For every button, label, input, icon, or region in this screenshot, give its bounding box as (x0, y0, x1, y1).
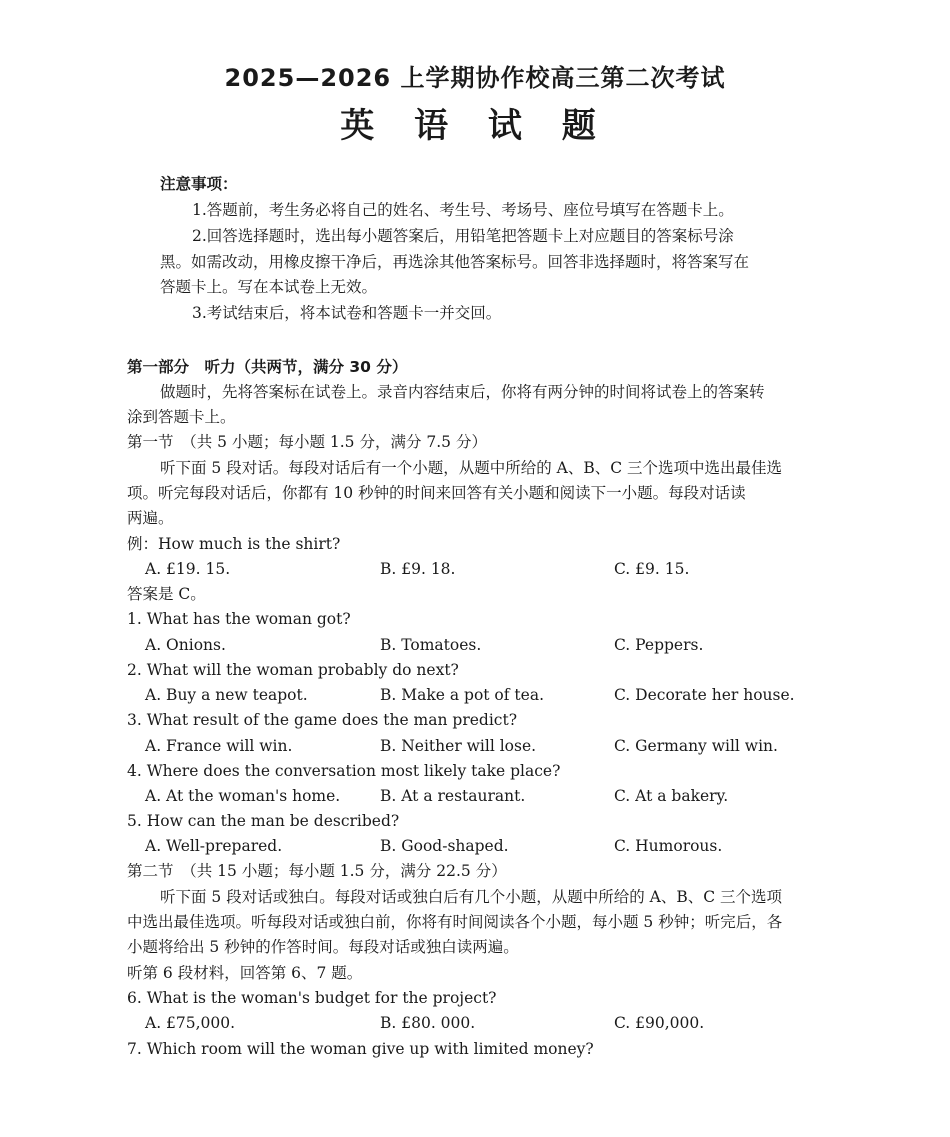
section1-intro-line: 两遍。 (127, 509, 174, 527)
option-b: B. Good-shaped. (380, 837, 509, 855)
option-a: A. Onions. (145, 636, 226, 654)
option-b: B. £80. 000. (380, 1014, 476, 1032)
option-c: C. Humorous. (614, 837, 723, 855)
option-b: B. Neither will lose. (380, 737, 537, 755)
question-text: 4. Where does the conversation most likely take place? (127, 762, 561, 780)
example-answer: 答案是 C。 (127, 585, 206, 603)
section1-heading: 第一节 （共 5 小题；每小题 1.5 分，满分 7.5 分） (127, 433, 487, 451)
part1-intro-line: 做题时，先将答案标在试卷上。录音内容结束后，你将有两分钟的时间将试卷上的答案转 (160, 383, 765, 401)
part1-intro-line: 涂到答题卡上。 (127, 408, 236, 426)
question-text: 7. Which room will the woman give up with limited money? (127, 1040, 594, 1058)
notice-heading: 注意事项： (160, 175, 238, 193)
example-option-a: A. £19. 15. (145, 560, 231, 578)
option-c: C. £90,000. (614, 1014, 705, 1032)
subject-title: 英 语 试 题 (340, 106, 610, 146)
notice-line: 3.考试结束后，将本试卷和答题卡一并交回。 (192, 304, 502, 322)
notice-line: 2.回答选择题时，选出每小题答案后，用铅笔把答题卡上对应题目的答案标号涂 (192, 227, 734, 245)
notice-line: 1.答题前，考生务必将自己的姓名、考生号、考场号、座位号填写在答题卡上。 (192, 201, 734, 219)
example-question: 例：How much is the shirt? (127, 535, 341, 553)
option-c: C. Peppers. (614, 636, 704, 654)
section1-intro-line: 听下面 5 段对话。每段对话后有一个小题，从题中所给的 A、B、C 三个选项中选出最佳选 (160, 459, 783, 477)
question-text: 5. How can the man be described? (127, 812, 400, 830)
example-option-b: B. £9. 18. (380, 560, 456, 578)
option-a: A. Buy a new teapot. (145, 686, 308, 704)
option-a: A. £75,000. (145, 1014, 236, 1032)
section2-intro-line: 小题将给出 5 秒钟的作答时间。每段对话或独白读两遍。 (127, 938, 519, 956)
option-a: A. France will win. (145, 737, 293, 755)
material-note: 听第 6 段材料，回答第 6、7 题。 (127, 964, 363, 982)
question-text: 1. What has the woman got? (127, 610, 351, 628)
notice-line: 答题卡上。写在本试卷上无效。 (160, 278, 378, 296)
option-a: A. Well-prepared. (145, 837, 283, 855)
section1-intro-line: 项。听完每段对话后，你都有 10 秒钟的时间来回答有关小题和阅读下一小题。每段对话读 (127, 484, 746, 502)
option-c: C. Germany will win. (614, 737, 778, 755)
exam-title: 2025—2026 上学期协作校高三第二次考试 (224, 64, 726, 92)
option-c: C. At a bakery. (614, 787, 729, 805)
option-c: C. Decorate her house. (614, 686, 795, 704)
option-b: B. At a restaurant. (380, 787, 526, 805)
example-option-c: C. £9. 15. (614, 560, 690, 578)
section2-intro-line: 听下面 5 段对话或独白。每段对话或独白后有几个小题，从题中所给的 A、B、C 三个选项 (160, 888, 783, 906)
part1-heading: 第一部分 听力（共两节，满分 30 分） (127, 358, 408, 376)
notice-line: 黑。如需改动，用橡皮擦干净后，再选涂其他答案标号。回答非选择题时，将答案写在 (160, 253, 750, 271)
option-b: B. Make a pot of tea. (380, 686, 544, 704)
section2-heading: 第二节 （共 15 小题；每小题 1.5 分，满分 22.5 分） (127, 862, 507, 880)
question-text: 6. What is the woman's budget for the project? (127, 989, 497, 1007)
question-text: 3. What result of the game does the man predict? (127, 711, 517, 729)
option-a: A. At the woman's home. (145, 787, 341, 805)
section2-intro-line: 中选出最佳选项。听每段对话或独白前，你将有时间阅读各个小题，每小题 5 秒钟；听完后，各 (127, 913, 783, 931)
option-b: B. Tomatoes. (380, 636, 482, 654)
question-text: 2. What will the woman probably do next? (127, 661, 459, 679)
